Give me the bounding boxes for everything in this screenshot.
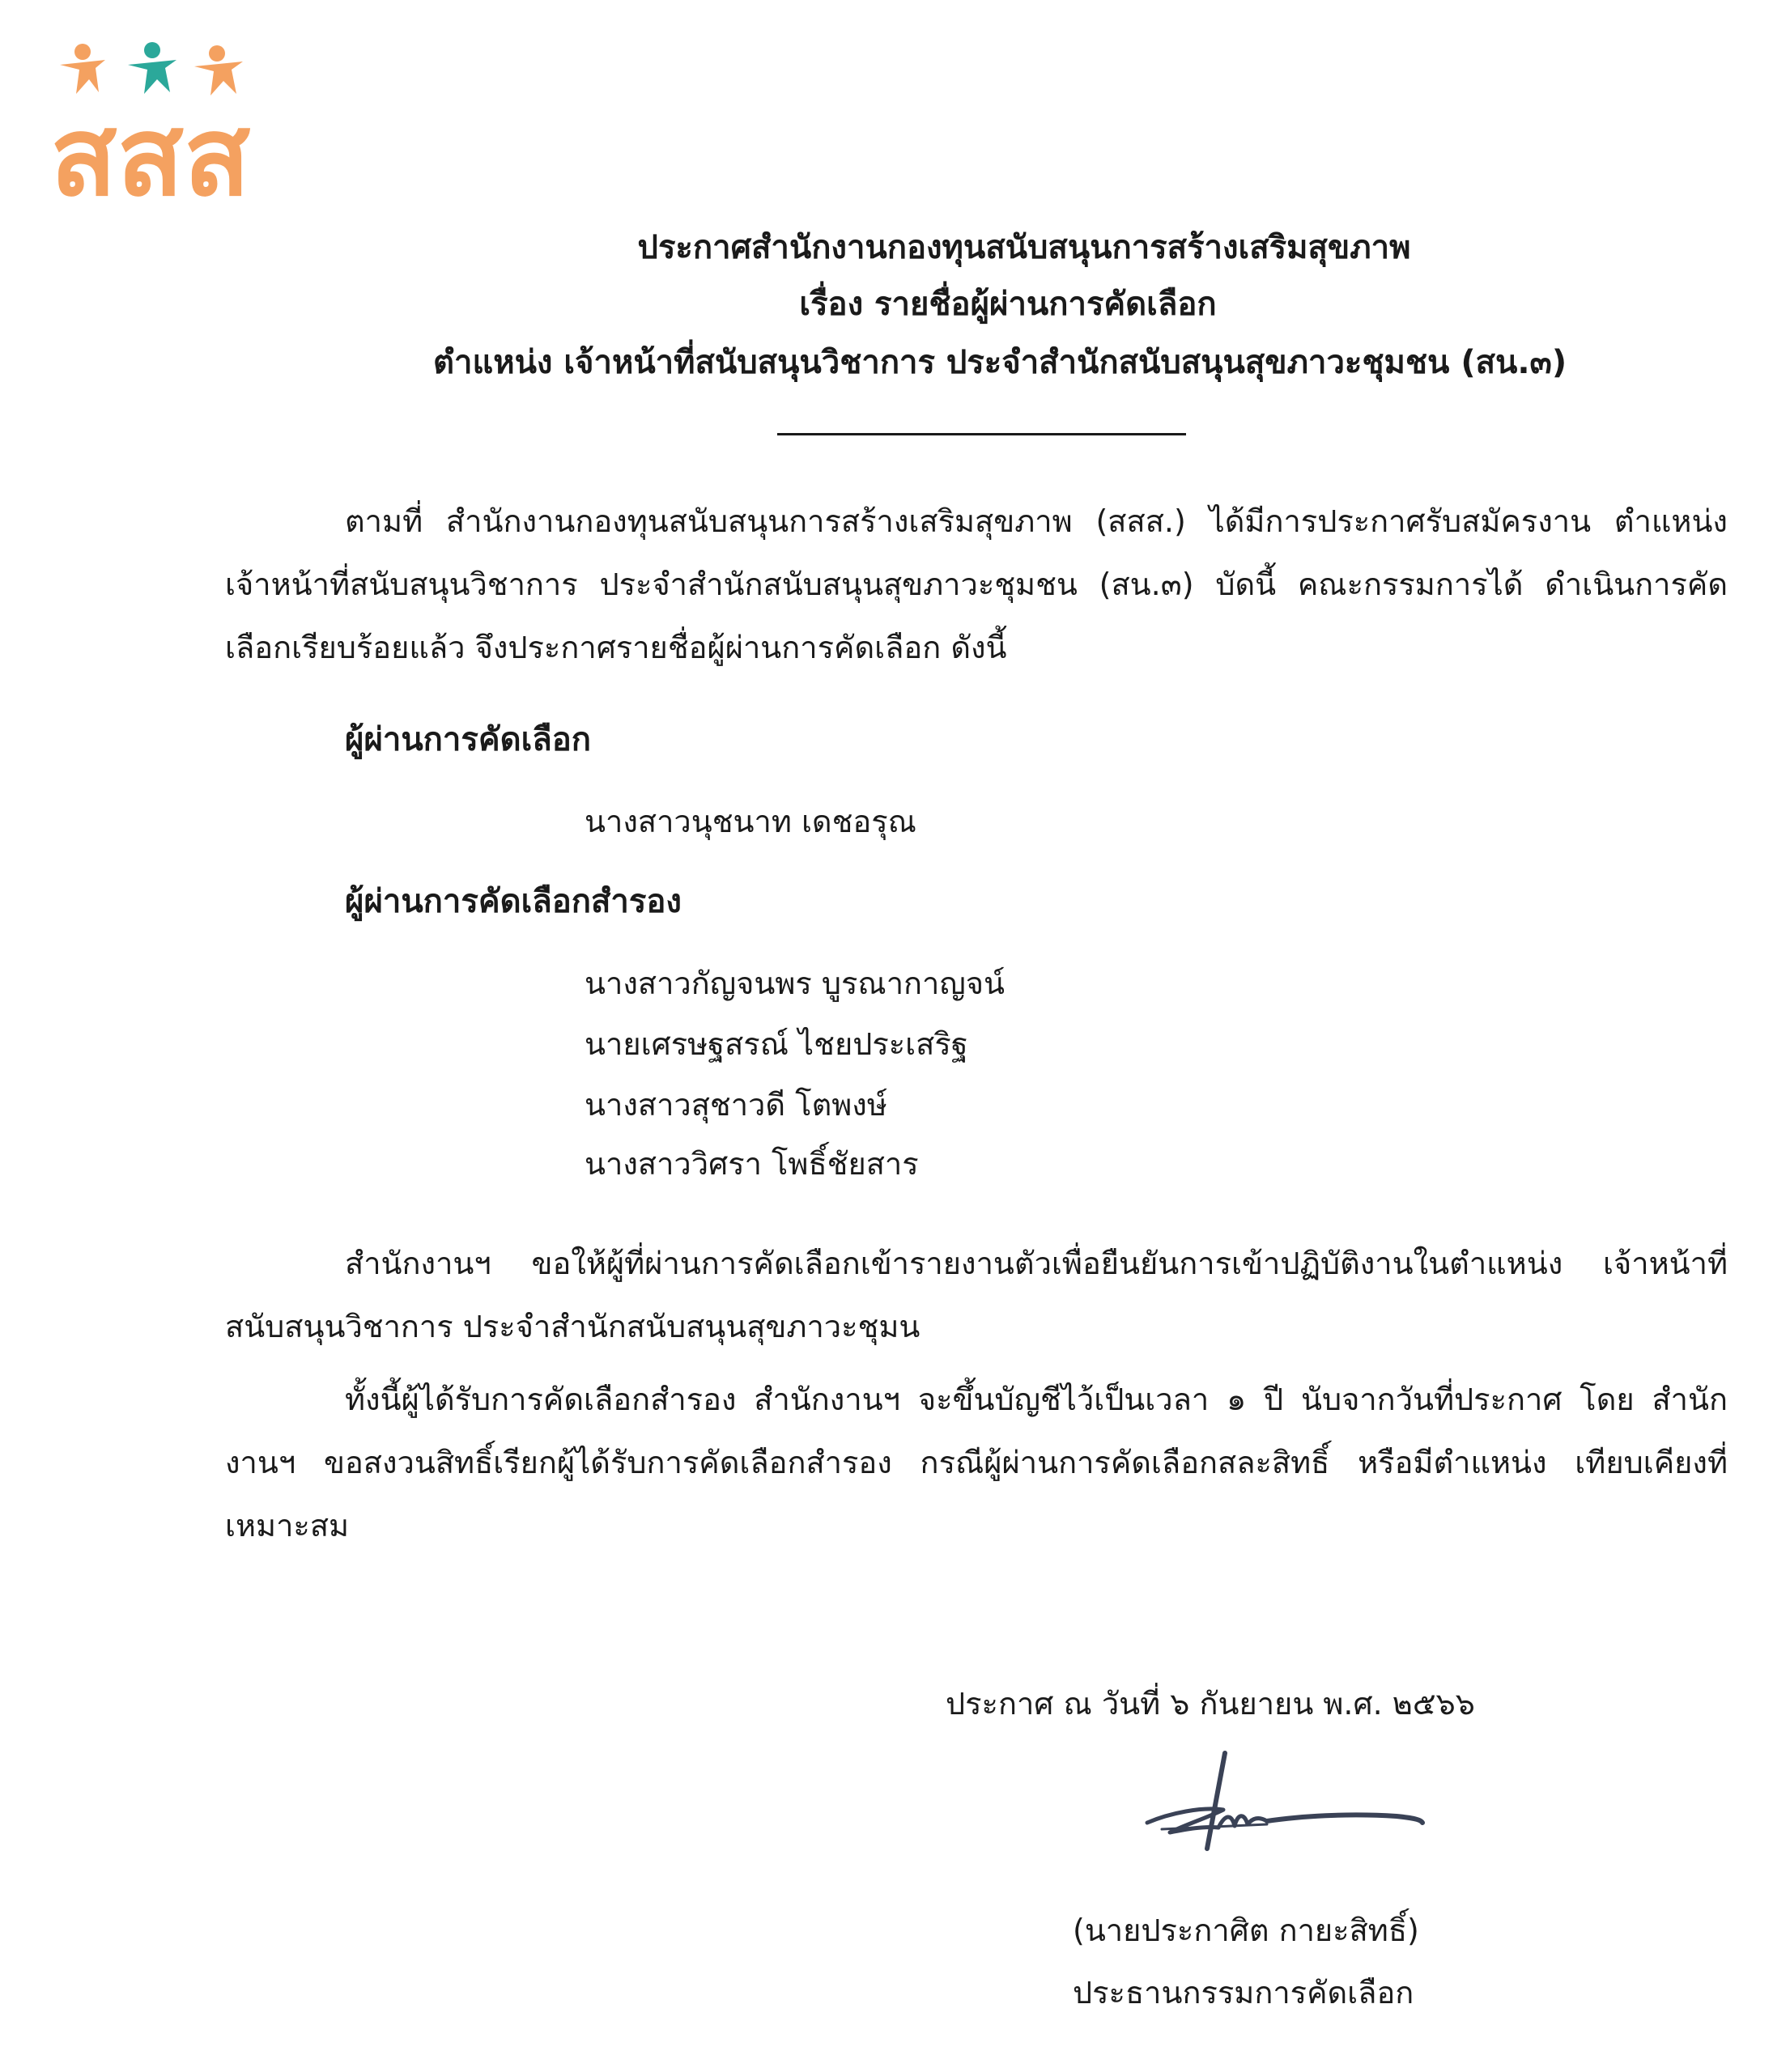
header-divider [777,433,1186,435]
reserve-heading: ผู้ผ่านการคัดเลือกสำรอง [345,883,682,920]
signer-title: ประธานกรรมการคัดเลือก [1073,1975,1414,2010]
reserve-name: นางสาวสุชาวดี โตพงษ์ [585,1087,887,1123]
signer-name: (นายประกาศิต กายะสิทธิ์) [1073,1913,1419,1948]
announcement-position: ตำแหน่ง เจ้าหน้าที่สนับสนุนวิชาการ ประจำสำนักสนับสนุนสุขภาวะชุมชน (สน.๓) [433,344,1567,381]
reserve-name: นางสาวกัญจนพร บูรณากาญจน์ [585,966,1005,1001]
reserve-policy-paragraph: ทั้งนี้ผู้ได้รับการคัดเลือกสำรอง สำนักงานฯ จะขึ้นบัญชีไว้เป็นเวลา ๑ ปี นับจากวันที่ประกาศ โดย สำนักงานฯ ขอสงวนสิทธิ์เรียกผู้ได้รับการคัดเลือกสำรอง กรณีผู้ผ่านการคัดเลือกสละสิทธิ์ หรือมีตำแหน่ง เทียบเคียงที่เหมาะสม [225,1382,1728,1543]
announcement-date: ประกาศ ณ วันที่ ๖ กันยายน พ.ศ. ๒๕๖๖ [946,1686,1475,1722]
announcement-title: ประกาศสำนักงานกองทุนสนับสนุนการสร้างเสริมสุขภาพ [637,229,1411,266]
reserve-name: นางสาววิศรา โพธิ์ชัยสาร [585,1146,919,1182]
selected-name: นางสาวนุชนาท เดชอรุณ [585,804,916,839]
svg-text:สสส: สสส [50,93,251,202]
signature [1129,1748,1453,1862]
reserve-name: นายเศรษฐสรณ์ ไชยประเสริฐ [585,1026,968,1062]
selected-heading: ผู้ผ่านการคัดเลือก [345,721,592,758]
announcement-subject: เรื่อง รายชื่อผู้ผ่านการคัดเลือก [799,286,1217,323]
intro-paragraph: ตามที่ สำนักงานกองทุนสนับสนุนการสร้างเสริมสุขภาพ (สสส.) ได้มีการประกาศรับสมัครงาน ตำแหน่ง เจ้าหน้าที่สนับสนุนวิชาการ ประจำสำนักสนับสนุนสุขภาวะชุมชน (สน.๓) บัดนี้ คณะกรรมการได้ ดำเนินการคัดเลือกเรียบร้อยแล้ว จึงประกาศรายชื่อผู้ผ่านการคัดเลือก ดังนี้ [225,503,1728,665]
report-paragraph: สำนักงานฯ ขอให้ผู้ที่ผ่านการคัดเลือกเข้ารายงานตัวเพื่อยืนยันการเข้าปฏิบัติงานในตำแหน่ง เจ้าหน้าที่สนับสนุนวิชาการ ประจำสำนักสนับสนุนสุขภาวะชุมน [225,1246,1728,1344]
signature-icon [1129,1748,1453,1862]
thaihealth-logo-icon [49,32,308,202]
organization-logo [49,32,308,202]
